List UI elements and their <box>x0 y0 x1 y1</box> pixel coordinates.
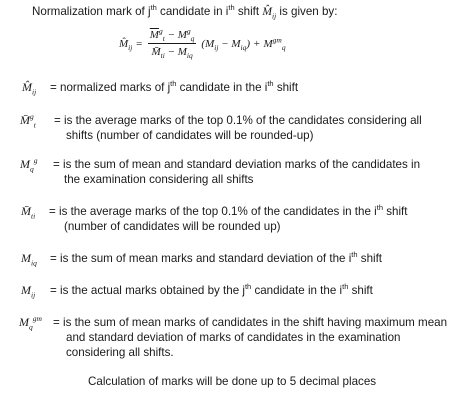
heading <box>32 4 337 19</box>
formula-paren: ( <box>201 37 206 50</box>
formula-sub: iq <box>186 51 193 61</box>
normalization-formula <box>119 28 286 60</box>
symbol-base: M̂ <box>22 80 32 94</box>
definition-text-continued: and standard deviation of marks of candidates in the examination <box>66 331 401 344</box>
formula-fraction <box>148 28 197 60</box>
symbol-sub: iq <box>31 258 37 268</box>
definition-text-part: candidate in the i <box>251 284 343 297</box>
definition-sup: th <box>244 282 252 292</box>
formula-term: M <box>205 37 215 50</box>
definition-text-continued: considering all shifts. <box>66 346 174 359</box>
formula-term: M <box>231 37 241 50</box>
formula-sup: g <box>186 26 191 36</box>
symbol-sub: t <box>33 120 36 130</box>
definition-text-part: = normalized marks of j <box>50 81 171 94</box>
symbol-sub: q <box>29 322 33 332</box>
definition-text-part: shift <box>273 81 299 94</box>
definition-symbol <box>21 204 35 220</box>
definition-sup: th <box>267 79 274 89</box>
heading-text: Normalization mark of j <box>32 5 151 18</box>
heading-symbol: M̂ <box>262 5 273 18</box>
definition-text-part: = is the sum of mean marks and standard deviation of the i <box>50 252 352 265</box>
definition-text-part: shift <box>357 252 383 265</box>
definition-sup: th <box>342 282 349 292</box>
formula-lhs: M̂ <box>119 37 129 50</box>
symbol-sub: ij <box>32 87 37 97</box>
heading-text: is given by: <box>276 5 338 18</box>
symbol-sup: gm <box>32 314 42 323</box>
formula-sup: gm <box>272 34 282 44</box>
formula-equals: = <box>135 37 143 50</box>
definition-text-part: shift <box>383 205 408 218</box>
symbol-sub: q <box>30 164 34 174</box>
formula-sub: ij <box>214 42 219 52</box>
formula-term: M <box>177 29 187 41</box>
definition-text <box>50 80 298 95</box>
formula-sub: q <box>281 42 286 52</box>
formula-term: M <box>177 46 187 59</box>
formula-op: − <box>164 29 178 41</box>
symbol-base: M <box>21 251 31 265</box>
definition-text-part: = is the average marks of the top 0.1% of the candidates in the i <box>49 205 377 218</box>
formula-term: M <box>263 37 273 50</box>
formula-sup: g <box>158 26 163 36</box>
definition-text-part: = is the sum of mean marks of candidates in the shift having maximum mean <box>53 316 448 329</box>
symbol-base: M̄ <box>20 113 30 127</box>
definition-text-part: = is the actual marks obtained by the j <box>50 284 245 297</box>
symbol-base: M <box>20 157 30 171</box>
formula-paren: ) <box>246 37 251 50</box>
definition-text-part: = is the sum of mean and standard deviation marks of the candidates in <box>53 158 421 171</box>
definition-text-continued: shifts (number of candidates will be rounded-up) <box>66 129 314 142</box>
symbol-base: M <box>21 283 31 297</box>
definition-sup: th <box>376 203 383 213</box>
symbol-base: M̄ <box>21 204 31 218</box>
formula-op: − <box>218 37 232 50</box>
formula-sub: t <box>162 34 165 44</box>
formula-parenthesized <box>201 37 250 51</box>
formula-term: $\overline{M}$ <box>149 29 159 41</box>
definition-text-continued: the examination considering all shifts <box>64 173 254 186</box>
symbol-sup: g <box>30 112 34 121</box>
definition-symbol <box>21 283 35 299</box>
heading-sup: th <box>228 3 235 13</box>
definition-text <box>50 283 373 298</box>
definition-text <box>50 251 382 266</box>
definition-sup: th <box>351 250 358 260</box>
formula-sub: q <box>190 34 195 44</box>
symbol-sub: ij <box>31 290 36 300</box>
heading-text: shift <box>234 5 263 18</box>
formula-sub: ti <box>160 51 165 61</box>
definition-text <box>54 113 422 128</box>
definition-text-part: = is the average marks of the top 0.1% of the candidates considering all <box>54 114 422 127</box>
formula-sub: iq <box>240 42 247 52</box>
definition-text-part: shift <box>348 284 373 297</box>
symbol-sub: ti <box>31 211 36 221</box>
formula-denominator <box>149 44 194 59</box>
definition-sup: th <box>170 79 177 89</box>
heading-symbol-sub: ij <box>272 11 277 21</box>
formula-lhs-sub: ij <box>128 42 133 52</box>
definition-symbol <box>21 251 37 267</box>
symbol-sup: g <box>33 156 38 165</box>
heading-sup: th <box>150 3 157 13</box>
definition-text-continued: (number of candidates will be rounded up) <box>64 220 281 233</box>
symbol-base: M <box>19 315 29 329</box>
definition-text <box>49 204 407 219</box>
definition-text <box>53 315 447 330</box>
formula-numerator <box>148 28 197 44</box>
formula-term: M̄ <box>151 46 161 59</box>
definition-symbol <box>19 315 42 331</box>
definition-text <box>53 157 420 172</box>
definition-text-part: candidate in the i <box>176 81 268 94</box>
definition-symbol <box>20 157 38 173</box>
definition-symbol <box>20 113 36 129</box>
formula-op: − <box>164 46 178 59</box>
heading-text: candidate in i <box>156 5 229 18</box>
formula-plus: + <box>253 37 261 50</box>
definition-symbol <box>22 80 36 96</box>
footer-note: Calculation of marks will be done up to 5 decimal places <box>88 375 377 388</box>
